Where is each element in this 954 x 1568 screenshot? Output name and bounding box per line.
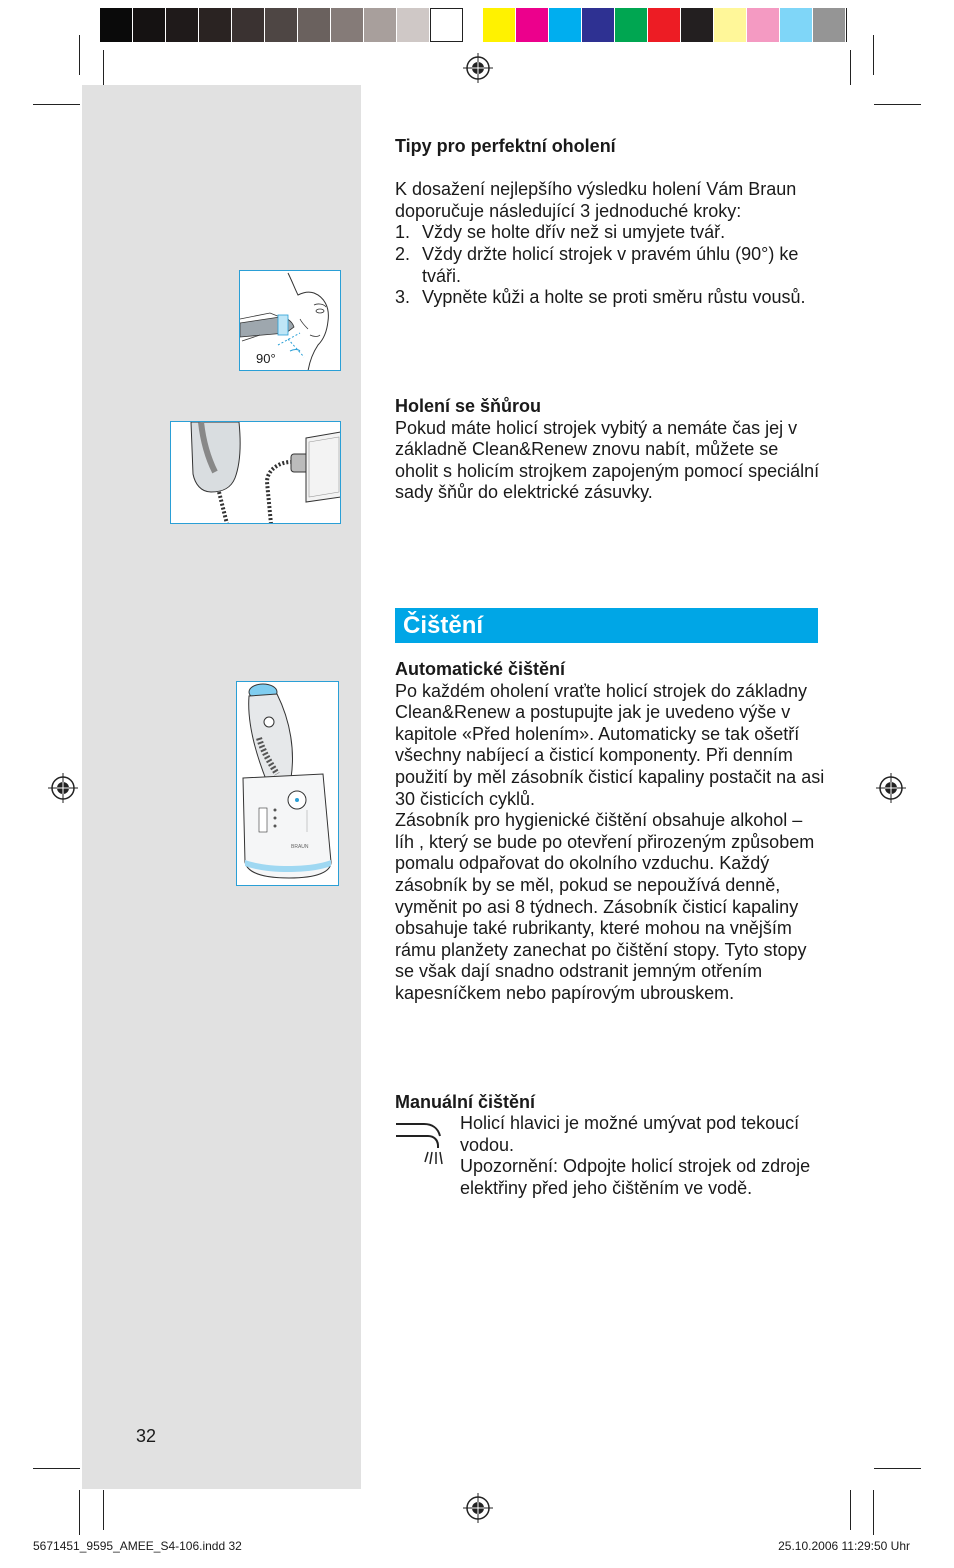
step-number: 1. (395, 222, 411, 243)
crop-mark (33, 1468, 80, 1469)
water-tap-icon (394, 1118, 446, 1168)
color-swatch (430, 8, 463, 42)
color-swatch (331, 8, 364, 42)
manual-cleaning-text (460, 1113, 820, 1199)
shaving-angle-illustration (239, 270, 341, 371)
registration-mark-icon (463, 1493, 493, 1523)
crop-mark (874, 104, 921, 105)
shaving-step (395, 244, 825, 287)
corded-shaving-heading: Holení se šňůrou (395, 396, 542, 416)
alcohol-cartridge-body: Zásobník pro hygienické čištění obsahuje alkohol – líh , který se bude po otevření přirozeným způsobem pomalu odpařovat do okolního vzduchu. Každý zásobník by se měl, pokud se nepoužívá denně, vyměnit po asi 8 týdnech. Zásobník čisticí kapaliny obsahuje také rubrikanty, které mohou na vnějším rámu planžety zanechat po čištění stopy. Tyto stopy se však dají snadno odstranit jemným otřením kapesníčkem nebo papírovým ubrouskem. (395, 810, 815, 1003)
manual-cleaning-body: Holicí hlavici je možné umývat pod tekoucí vodou. (460, 1113, 800, 1155)
crop-mark (103, 50, 104, 85)
color-swatch (364, 8, 397, 42)
color-swatch (747, 8, 780, 42)
automatic-cleaning-heading: Automatické čištění (395, 659, 566, 679)
shaving-tips-section (395, 136, 825, 309)
footer-file-info: 5671451_9595_AMEE_S4-106.indd 32 (33, 1539, 242, 1553)
footer-timestamp: 25.10.2006 11:29:50 Uhr (778, 1539, 910, 1553)
step-text: Vždy držte holicí strojek v pravém úhlu (90°) ke tváři. (422, 243, 799, 286)
color-swatch (265, 8, 298, 42)
crop-mark (873, 1490, 874, 1535)
color-swatch (714, 8, 747, 42)
page-number: 32 (136, 1426, 157, 1446)
cleaning-section-banner: Čištění (395, 608, 818, 643)
crop-mark (103, 1490, 104, 1530)
color-swatch (681, 8, 714, 42)
automatic-cleaning-body: Po každém oholení vraťte holicí strojek do základny Clean&Renew a postupujte jak je uvedeno výše v kapitole «Před holením». Automaticky se tak ošetří všechny nabíjecí a čisticí komponenty. Při denním použití by měl zásobník čisticí kapaliny postačit na asi 30 čisticích cyklů. (395, 680, 825, 809)
color-swatch (648, 8, 681, 42)
crop-mark (850, 50, 851, 85)
cleaning-station-icon (237, 682, 339, 886)
color-swatch (549, 8, 582, 42)
shaver-plug-icon (171, 422, 341, 524)
color-swatch (813, 8, 846, 42)
manual-cleaning-heading: Manuální čištění (395, 1092, 536, 1112)
shaving-step (395, 222, 825, 244)
color-swatch (397, 8, 430, 42)
crop-mark (850, 1490, 851, 1530)
step-text: Vždy se holte dřív než si umyjete tvář. (422, 222, 726, 243)
registration-mark-icon (48, 773, 78, 803)
color-swatch (780, 8, 813, 42)
color-swatch (298, 8, 331, 42)
color-swatch (483, 8, 516, 42)
color-swatch (232, 8, 265, 42)
manual-cleaning-warning: Upozornění: Odpojte holicí strojek od zdroje elektřiny před jeho čištěním ve vodě. (460, 1156, 811, 1198)
shaving-step (395, 287, 825, 309)
brand-label: BRAUN (291, 844, 309, 850)
crop-mark (873, 35, 874, 75)
step-text: Vypněte kůži a holte se proti směru růstu vousů. (422, 287, 806, 308)
manual-cleaning-section (395, 1092, 825, 1114)
color-swatch (100, 8, 133, 42)
registration-mark-icon (463, 53, 493, 83)
angle-label: 90° (256, 351, 276, 366)
registration-mark-icon (876, 773, 906, 803)
shaving-tips-heading: Tipy pro perfektní oholení (395, 136, 616, 156)
color-calibration-bar-grays (100, 8, 463, 42)
corded-shaving-illustration (170, 421, 341, 524)
step-number: 2. (395, 243, 411, 264)
color-swatch (133, 8, 166, 42)
corded-shaving-section (395, 396, 825, 504)
color-swatch (516, 8, 549, 42)
color-swatch (199, 8, 232, 42)
step-number: 3. (395, 287, 411, 308)
shaving-tips-intro: K dosažení nejlepšího výsledku holení Vám Braun doporučuje následující 3 jednoduché kroky: (395, 179, 797, 221)
crop-mark (79, 1490, 80, 1535)
crop-mark (79, 35, 80, 75)
color-calibration-bar-colors (483, 8, 847, 42)
color-swatch (615, 8, 648, 42)
crop-mark (33, 104, 80, 105)
corded-shaving-body: Pokud máte holicí strojek vybitý a nemáte čas jej v základně Clean&Renew znovu nabít, můžete se oholit s holicím strojkem zapojeným pomocí speciální sady šňůr do elektrické zásuvky. (395, 417, 820, 503)
color-swatch (582, 8, 615, 42)
color-swatch (166, 8, 199, 42)
shaving-steps-list (395, 222, 825, 308)
clean-renew-illustration (236, 681, 339, 886)
crop-mark (874, 1468, 921, 1469)
automatic-cleaning-section (395, 659, 825, 1005)
